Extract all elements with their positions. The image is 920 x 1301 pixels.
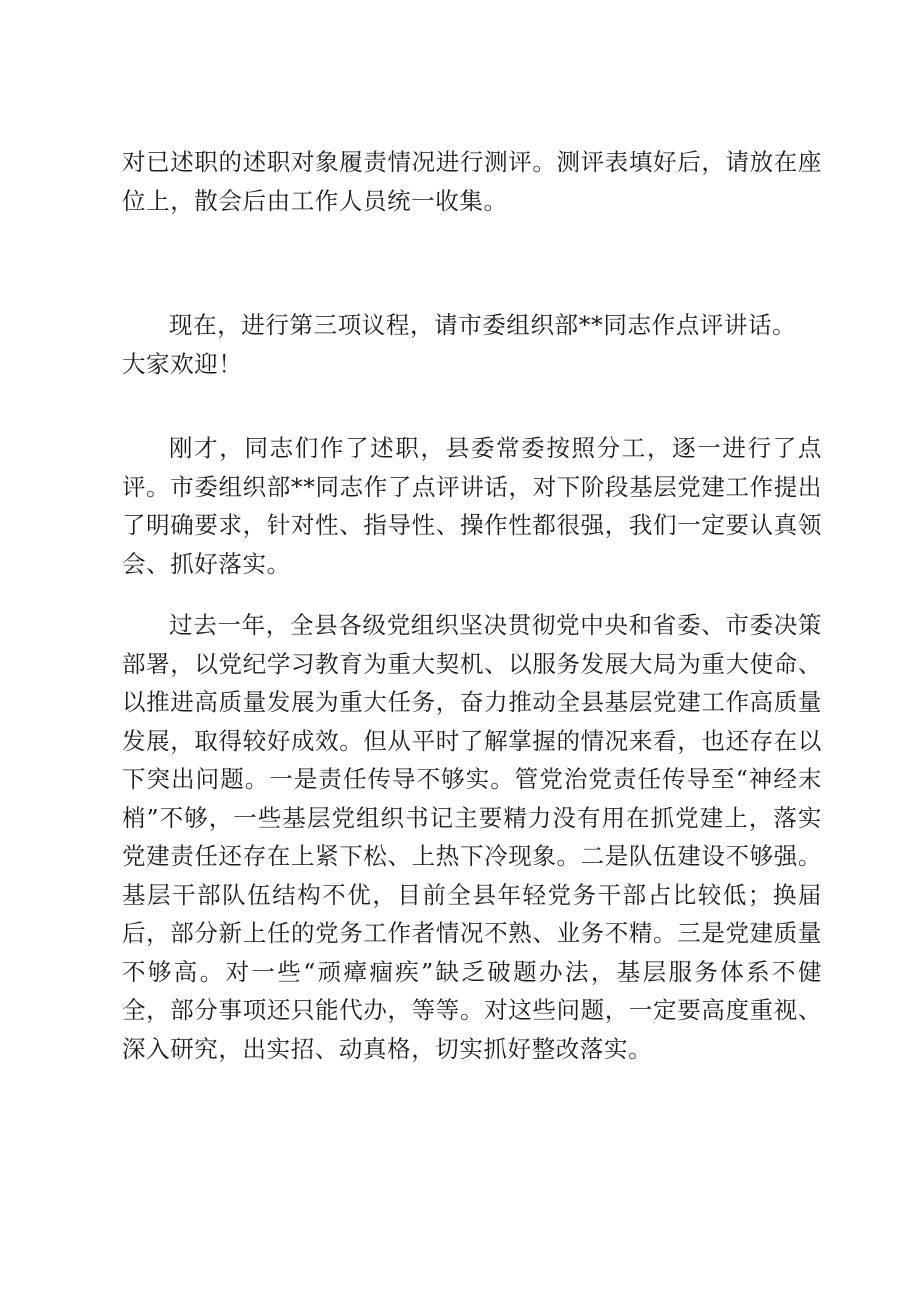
paragraph-measurement-instructions: 对已述职的述职对象履责情况进行测评。测评表填好后，请放在座位上，散会后由工作人员统一收集。 (122, 148, 822, 215)
line-continuation: 大家欢迎！ (122, 349, 243, 378)
paragraph-review-summary: 刚才，同志们作了述职，县委常委按照分工，逐一进行了点评。市委组织部**同志作了点评讲话，对下阶段基层党建工作提出了明确要求，针对性、指导性、操作性都很强，我们一定要认真领会、抓好落实。 (122, 434, 822, 578)
paragraph-third-agenda-item (122, 306, 822, 383)
paragraph-past-year-issues: 过去一年，全县各级党组织坚决贯彻党中央和省委、市委决策部署，以党纪学习教育为重大契机、以服务发展大局为重大使命、以推进高质量发展为重大任务，奋力推动全县基层党建工作高质量发展，取得较好成效。但从平时了解掌握的情况来看，也还存在以下突出问题。一是责任传导不够实。管党治党责任传导至“神经末梢”不够，一些基层党组织书记主要精力没有用在抓党建上，落实党建责任还存在上紧下松、上热下冷现象。二是队伍建设不够强。基层干部队伍结构不优，目前全县年轻党务干部占比较低；换届后，部分新上任的党务工作者情况不熟、业务不精。三是党建质量不够高。对一些“顽瘴痼疾”缺乏破题办法，基层服务体系不健全，部分事项还只能代办，等等。对这些问题，一定要高度重视、深入研究，出实招、动真格，切实抓好整改落实。 (122, 611, 822, 1063)
third-agenda-item-text: 现在，进行第三项议程，请市委组织部**同志作点评讲话。 (169, 311, 797, 339)
